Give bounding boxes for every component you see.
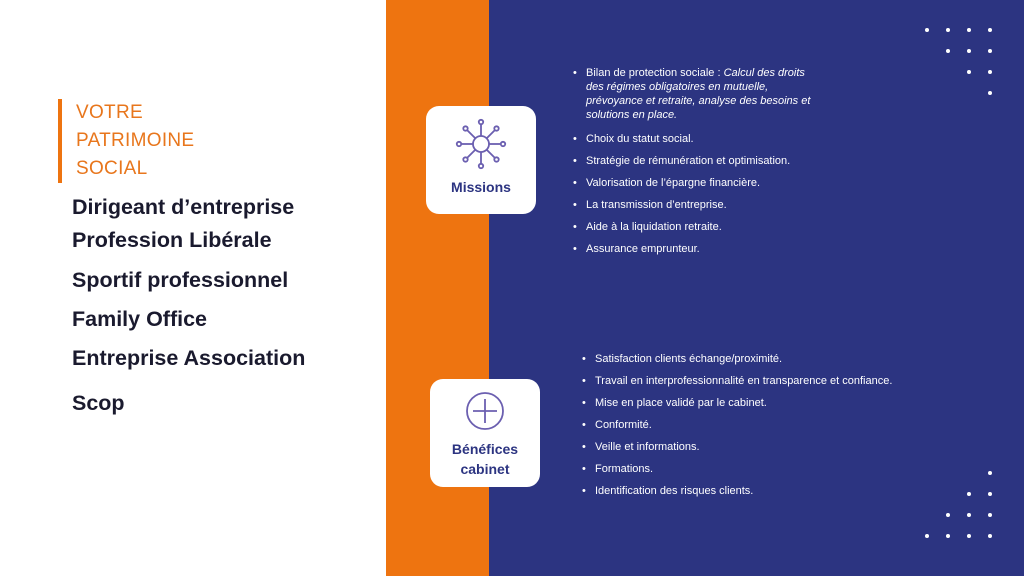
list-item: • Stratégie de rémunération et optimisation.	[573, 154, 853, 168]
decor-dot	[988, 471, 992, 475]
decor-dot	[988, 534, 992, 538]
plus-circle-icon	[465, 391, 505, 431]
bilan-prefix: Bilan de protection sociale :	[586, 67, 724, 79]
profession-item: Profession Libérale	[72, 228, 272, 252]
title-line: SOCIAL	[76, 158, 148, 179]
benefices-label-line2: cabinet	[460, 461, 510, 477]
list-item: • Mise en place validé par le cabinet.	[582, 396, 922, 410]
profession-item: Dirigeant d’entreprise	[72, 195, 295, 219]
missions-label: Missions	[451, 179, 511, 195]
decor-dot	[946, 534, 950, 538]
list-item: • Assurance emprunteur.	[573, 242, 853, 256]
network-hub-icon	[455, 118, 507, 170]
decor-dot	[988, 49, 992, 53]
list-item: • Travail en interprofessionnalité en transparence et confiance.	[582, 374, 922, 388]
decor-dot	[967, 28, 971, 32]
decor-dot	[967, 492, 971, 496]
title-line: PATRIMOINE	[76, 130, 195, 151]
profession-item: Entreprise Association	[72, 346, 306, 370]
list-item: • La transmission d’entreprise.	[573, 198, 853, 212]
benefices-card	[430, 379, 540, 487]
profession-item: Scop	[72, 391, 125, 415]
decor-dot	[988, 70, 992, 74]
list-item: • Identification des risques clients.	[582, 484, 922, 498]
list-item: • Veille et informations.	[582, 440, 922, 454]
decor-dot	[967, 49, 971, 53]
list-item: • Choix du statut social.	[573, 132, 853, 146]
benefices-label-line1: Bénéfices	[451, 441, 519, 457]
decor-dot	[988, 91, 992, 95]
profession-item: Family Office	[72, 307, 208, 331]
title-line: VOTRE	[76, 102, 143, 123]
decor-dot	[988, 28, 992, 32]
missions-card	[426, 106, 536, 214]
decor-dot	[988, 492, 992, 496]
decor-dot	[925, 534, 929, 538]
list-item: • Satisfaction clients échange/proximité.	[582, 352, 922, 366]
decor-dot	[988, 513, 992, 517]
list-item: • Conformité.	[582, 418, 922, 432]
section-title	[58, 99, 194, 183]
list-item: • Formations.	[582, 462, 922, 476]
missions-list	[573, 66, 823, 131]
decor-dot	[967, 534, 971, 538]
missions-list-rest	[573, 132, 853, 264]
decor-dot	[946, 513, 950, 517]
profession-item: Sportif professionnel	[72, 268, 289, 292]
decor-dot	[925, 28, 929, 32]
list-item: • Valorisation de l’épargne financière.	[573, 176, 853, 190]
benefices-list	[582, 352, 922, 506]
bilan-detail: Calcul des droits des régimes obligatoires en mutuelle, prévoyance et retraite, analyse des besoins et solutions en place.	[586, 67, 811, 121]
decor-dot	[946, 49, 950, 53]
list-item: • Aide à la liquidation retraite.	[573, 220, 853, 234]
decor-dot	[946, 28, 950, 32]
list-item	[573, 66, 823, 122]
decor-dot	[967, 70, 971, 74]
orange-band	[386, 0, 489, 576]
decor-dot	[967, 513, 971, 517]
